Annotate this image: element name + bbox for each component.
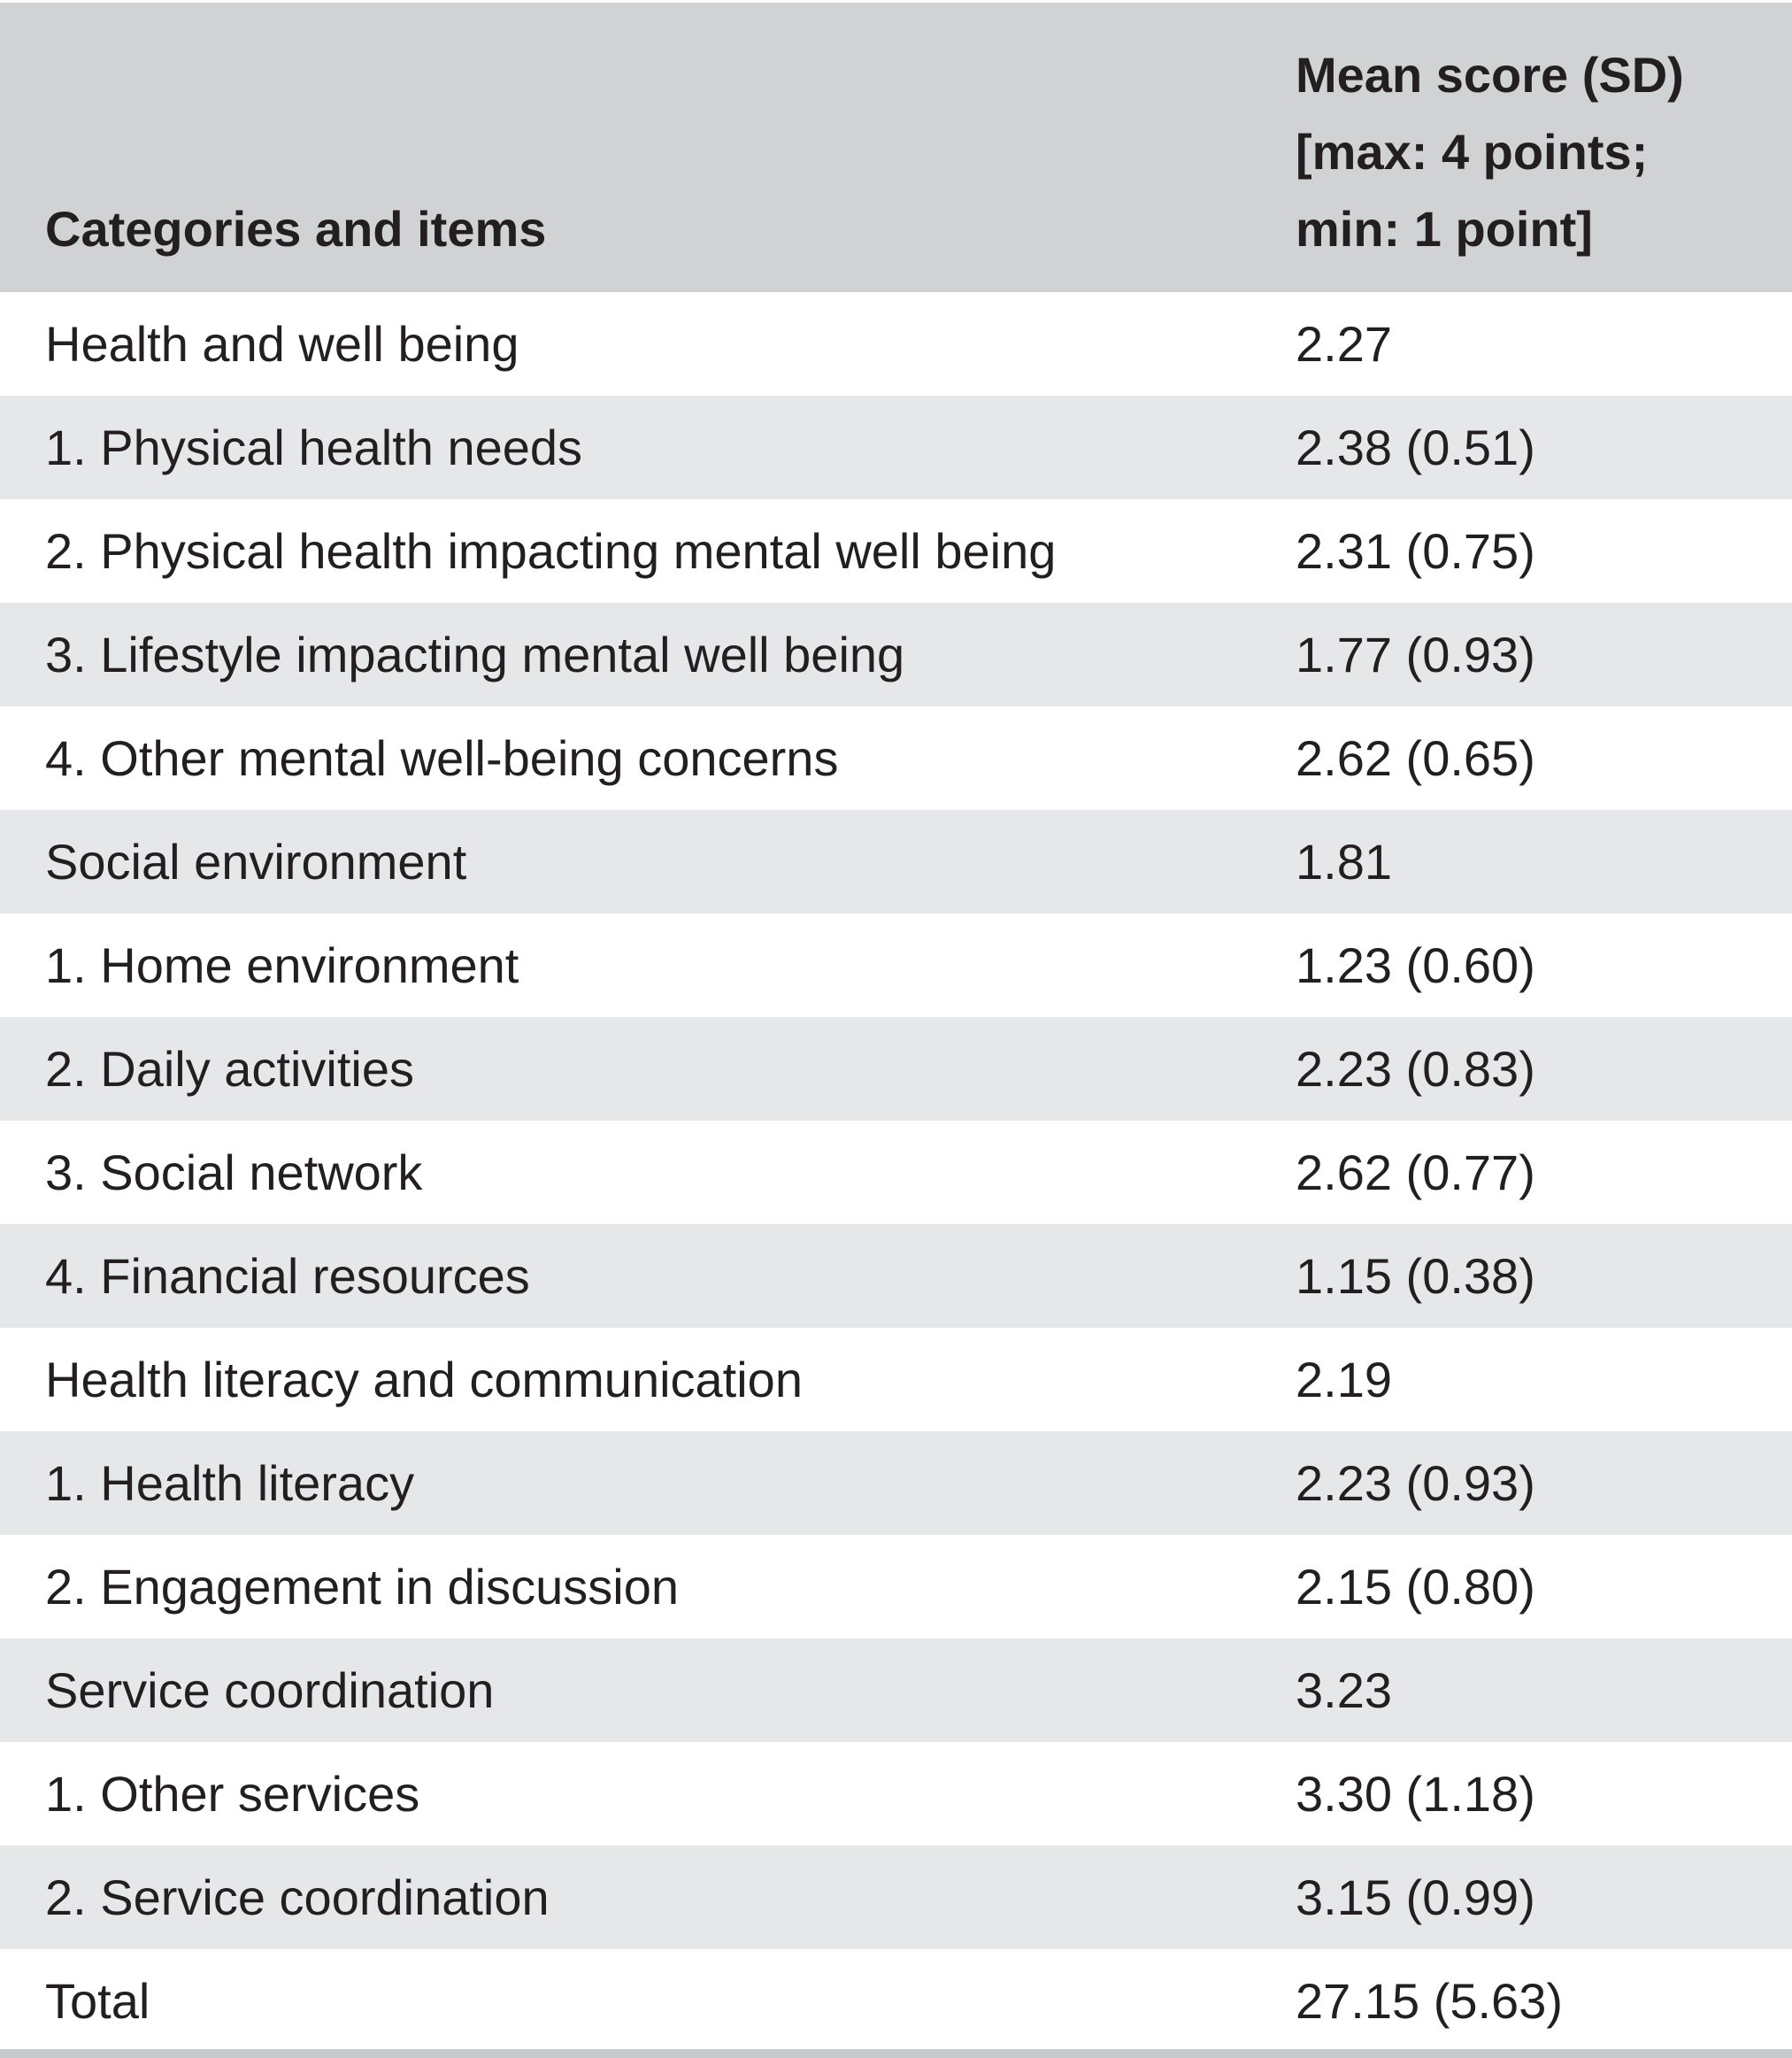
row-value: 1.77 (0.93) (1296, 627, 1535, 682)
row-value: 2.31 (0.75) (1296, 523, 1535, 579)
table-bottom-rule (0, 2049, 1792, 2058)
row-value: 2.23 (0.83) (1296, 1041, 1535, 1097)
row-label: Total (45, 1973, 150, 2029)
row-label: Service coordination (45, 1662, 495, 1718)
table-row (0, 1431, 1792, 1535)
row-label: 1. Health literacy (45, 1455, 415, 1511)
row-value: 27.15 (5.63) (1296, 1973, 1563, 2029)
header-mean-line-2: [max: 4 points; (1296, 124, 1649, 180)
table-row (0, 706, 1792, 810)
row-label: 3. Social network (45, 1145, 423, 1200)
table-row (0, 1742, 1792, 1846)
row-value: 3.15 (0.99) (1296, 1869, 1535, 1925)
row-value: 2.62 (0.65) (1296, 730, 1535, 786)
row-label: Social environment (45, 834, 467, 890)
table-row (0, 913, 1792, 1017)
header-mean-line-1: Mean score (SD) (1296, 47, 1684, 103)
row-label: 4. Other mental well-being concerns (45, 730, 839, 786)
table-row (0, 1535, 1792, 1638)
row-value: 2.27 (1296, 316, 1392, 372)
table-row (0, 1224, 1792, 1328)
row-label: 2. Engagement in discussion (45, 1559, 679, 1615)
row-value: 2.23 (0.93) (1296, 1455, 1535, 1511)
row-value: 2.38 (0.51) (1296, 420, 1535, 475)
header-mean-score (1296, 3, 1792, 292)
row-label: 1. Home environment (45, 937, 519, 993)
row-label: 2. Daily activities (45, 1041, 415, 1097)
table-row (0, 603, 1792, 706)
table-row (0, 1017, 1792, 1121)
row-label: 3. Lifestyle impacting mental well being (45, 627, 905, 682)
table-header-row (0, 3, 1792, 292)
row-value: 2.19 (1296, 1352, 1392, 1407)
header-categories: Categories and items (45, 201, 547, 257)
row-value: 1.15 (0.38) (1296, 1248, 1535, 1304)
row-label: Health and well being (45, 316, 519, 372)
table-row (0, 292, 1792, 396)
row-label: 1. Other services (45, 1766, 420, 1822)
row-value: 3.30 (1.18) (1296, 1766, 1535, 1822)
table-row (0, 1328, 1792, 1431)
header-mean-line-3: min: 1 point] (1296, 201, 1593, 257)
row-value: 1.23 (0.60) (1296, 937, 1535, 993)
row-label: 4. Financial resources (45, 1248, 530, 1304)
row-label: 1. Physical health needs (45, 420, 583, 475)
row-value: 3.23 (1296, 1662, 1392, 1718)
table-row (0, 499, 1792, 603)
row-label: 2. Physical health impacting mental well being (45, 523, 1057, 579)
score-table (0, 3, 1792, 2053)
table-row (0, 1846, 1792, 1949)
row-label: Health literacy and communication (45, 1352, 803, 1407)
row-label: 2. Service coordination (45, 1869, 550, 1925)
table-row (0, 396, 1792, 499)
table-row (0, 810, 1792, 913)
row-value: 2.62 (0.77) (1296, 1145, 1535, 1200)
table-row-total (0, 1949, 1792, 2053)
row-value: 2.15 (0.80) (1296, 1559, 1535, 1615)
row-value: 1.81 (1296, 834, 1392, 890)
table-row (0, 1121, 1792, 1224)
table-row (0, 1638, 1792, 1742)
